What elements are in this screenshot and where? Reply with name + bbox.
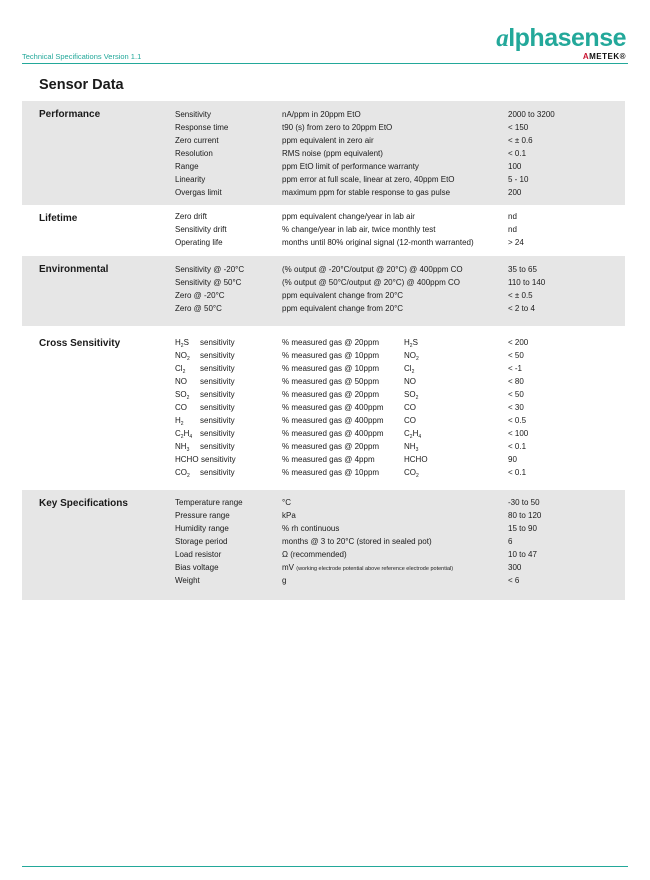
parameter-value: 10 to 47 bbox=[508, 550, 537, 559]
page-title: Sensor Data bbox=[39, 77, 124, 93]
description-text: RMS noise (ppm equivalent) bbox=[282, 149, 383, 158]
sensitivity-label: sensitivity bbox=[200, 442, 235, 451]
gas-subscript: 2 bbox=[416, 473, 419, 479]
gas-symbol: NO bbox=[404, 351, 416, 360]
test-gas bbox=[404, 375, 416, 388]
spec-row bbox=[22, 302, 625, 315]
parameter-name: Linearity bbox=[175, 175, 206, 184]
parameter-name: Bias voltage bbox=[175, 563, 219, 572]
parameter-description bbox=[282, 302, 403, 315]
test-gas bbox=[404, 388, 418, 401]
spec-row bbox=[22, 496, 625, 509]
sensitivity-value: < 200 bbox=[508, 338, 529, 347]
test-condition: % measured gas @ 50ppm bbox=[282, 377, 380, 386]
gas-name bbox=[175, 375, 187, 388]
gas-formula bbox=[404, 390, 418, 399]
test-condition: % measured gas @ 10ppm bbox=[282, 468, 380, 477]
parameter-description bbox=[282, 160, 419, 173]
test-condition: % measured gas @ 400ppm bbox=[282, 429, 384, 438]
description-text: t90 (s) from zero to 20ppm EtO bbox=[282, 123, 393, 132]
spec-row bbox=[22, 548, 625, 561]
test-gas bbox=[404, 401, 416, 414]
parameter-description bbox=[282, 509, 296, 522]
gas-formula bbox=[404, 455, 428, 464]
sensitivity-value: < 50 bbox=[508, 351, 524, 360]
parameter-name: Zero drift bbox=[175, 212, 208, 221]
description-text: months until 80% original signal (12-month warranted) bbox=[282, 238, 474, 247]
description-text: °C bbox=[282, 498, 291, 507]
alphasense-logo bbox=[496, 26, 626, 61]
gas-subscript: 2 bbox=[180, 421, 184, 427]
cross-sensitivity-row bbox=[22, 362, 625, 375]
parameter-value: 200 bbox=[508, 188, 522, 197]
test-gas bbox=[404, 453, 428, 466]
gas-symbol: CO bbox=[175, 468, 187, 477]
parameter-name: Humidity range bbox=[175, 524, 229, 533]
section-title: Environmental bbox=[39, 264, 109, 275]
parameter-name: Operating life bbox=[175, 238, 223, 247]
gas-subscript: 4 bbox=[189, 434, 193, 440]
section-title: Performance bbox=[39, 109, 101, 120]
section-key-specifications bbox=[22, 490, 625, 600]
gas-symbol: HCHO bbox=[404, 455, 428, 464]
test-condition: % measured gas @ 400ppm bbox=[282, 416, 384, 425]
logo-script-letter: a bbox=[496, 25, 509, 52]
description-text: nA/ppm in 20ppm EtO bbox=[282, 110, 361, 119]
sensitivity-value: < 0.5 bbox=[508, 416, 527, 425]
ametek-a: A bbox=[582, 52, 590, 61]
test-gas bbox=[404, 427, 421, 440]
test-condition: % measured gas @ 20ppm bbox=[282, 338, 380, 347]
gas-symbol: SO bbox=[175, 390, 187, 399]
gas-formula bbox=[404, 351, 419, 360]
spec-row bbox=[22, 108, 625, 121]
parameter-description bbox=[282, 147, 383, 160]
document-version: Technical Specifications Version 1.1 bbox=[22, 52, 142, 61]
spec-row bbox=[22, 561, 625, 574]
sensitivity-label: sensitivity bbox=[200, 416, 235, 425]
parameter-value: 110 to 140 bbox=[508, 278, 546, 287]
gas-symbol: SO bbox=[404, 390, 416, 399]
sensitivity-value: < 50 bbox=[508, 390, 524, 399]
gas-formula bbox=[404, 429, 421, 438]
gas-formula bbox=[404, 468, 419, 477]
gas-symbol: H bbox=[175, 416, 181, 425]
parameter-name: Load resistor bbox=[175, 550, 222, 559]
parameter-name: Weight bbox=[175, 576, 200, 585]
sensitivity-label: sensitivity bbox=[200, 468, 235, 477]
sensitivity-label: sensitivity bbox=[200, 364, 235, 373]
sensitivity-value: < 0.1 bbox=[508, 468, 527, 477]
gas-formula bbox=[404, 416, 416, 425]
parameter-description bbox=[282, 121, 392, 134]
spec-row bbox=[22, 160, 625, 173]
parameter-value: 100 bbox=[508, 162, 522, 171]
spec-row bbox=[22, 509, 625, 522]
parameter-name: Storage period bbox=[175, 537, 228, 546]
description-text: mV bbox=[282, 563, 294, 572]
cross-sensitivity-row bbox=[22, 427, 625, 440]
parameter-value: < 0.1 bbox=[508, 149, 527, 158]
parameter-name: Temperature range bbox=[175, 498, 243, 507]
test-gas bbox=[404, 414, 416, 427]
gas-formula bbox=[404, 403, 416, 412]
section-lifetime bbox=[22, 205, 625, 256]
gas-symbol: CO bbox=[404, 416, 416, 425]
gas-name bbox=[175, 427, 192, 440]
spec-row bbox=[22, 289, 625, 302]
gas-formula bbox=[404, 442, 418, 451]
description-text: kPa bbox=[282, 511, 296, 520]
gas-symbol: Cl bbox=[404, 364, 412, 373]
sensitivity-value: 90 bbox=[508, 455, 517, 464]
gas-name bbox=[175, 388, 189, 401]
description-text: maximum ppm for stable response to gas pulse bbox=[282, 188, 451, 197]
gas-symbol: HCHO bbox=[175, 455, 199, 464]
sensitivity-label: sensitivity bbox=[200, 377, 235, 386]
description-text: months @ 3 to 20°C (stored in sealed pot) bbox=[282, 537, 432, 546]
test-gas bbox=[404, 362, 414, 375]
parameter-description bbox=[282, 276, 460, 289]
parameter-value: < 6 bbox=[508, 576, 520, 585]
test-condition: % measured gas @ 20ppm bbox=[282, 442, 380, 451]
gas-formula bbox=[175, 416, 184, 425]
gas-symbol: NO bbox=[175, 377, 187, 386]
spec-row bbox=[22, 134, 625, 147]
sensitivity-value: < 0.1 bbox=[508, 442, 527, 451]
cross-sensitivity-row bbox=[22, 336, 625, 349]
gas-name bbox=[175, 453, 199, 466]
sensitivity-label: sensitivity bbox=[200, 351, 235, 360]
parameter-description bbox=[282, 548, 347, 561]
sensitivity-value: < 80 bbox=[508, 377, 524, 386]
parameter-name: Resolution bbox=[175, 149, 213, 158]
parameter-description bbox=[282, 236, 474, 249]
parameter-value: < ± 0.5 bbox=[508, 291, 533, 300]
gas-subscript: 3 bbox=[415, 447, 419, 453]
description-text: ppm equivalent change/year in lab air bbox=[282, 212, 415, 221]
gas-symbol: CO bbox=[404, 403, 416, 412]
gas-formula bbox=[175, 364, 185, 373]
parameter-name: Response time bbox=[175, 123, 229, 132]
logo-wordmark bbox=[496, 26, 626, 51]
gas-symbol: CO bbox=[175, 403, 187, 412]
parameter-description bbox=[282, 522, 339, 535]
sensitivity-label: sensitivity bbox=[200, 390, 235, 399]
spec-row bbox=[22, 276, 625, 289]
parameter-description bbox=[282, 134, 374, 147]
parameter-value: < 150 bbox=[508, 123, 529, 132]
test-gas bbox=[404, 349, 419, 362]
gas-formula bbox=[404, 364, 414, 373]
spec-row bbox=[22, 186, 625, 199]
section-title: Lifetime bbox=[39, 213, 78, 224]
logo-text: lphasense bbox=[508, 24, 626, 52]
cross-sensitivity-row bbox=[22, 414, 625, 427]
description-text: ppm equivalent in zero air bbox=[282, 136, 374, 145]
gas-symbol: NO bbox=[404, 377, 416, 386]
gas-name bbox=[175, 336, 189, 349]
parameter-name: Range bbox=[175, 162, 199, 171]
cross-sensitivity-row bbox=[22, 375, 625, 388]
description-text: % rh continuous bbox=[282, 524, 340, 533]
gas-symbol: H bbox=[404, 338, 410, 347]
description-text: % change/year in lab air, twice monthly test bbox=[282, 225, 436, 234]
section-title: Cross Sensitivity bbox=[39, 338, 121, 349]
gas-symbol: C bbox=[404, 429, 410, 438]
gas-symbol-end: H bbox=[412, 429, 419, 438]
parameter-name: Sensitivity @ -20°C bbox=[175, 265, 245, 274]
sensitivity-value: < -1 bbox=[508, 364, 523, 373]
parameter-description bbox=[282, 574, 286, 587]
parameter-value: 300 bbox=[508, 563, 522, 572]
gas-symbol: NH bbox=[175, 442, 187, 451]
sensitivity-label: sensitivity bbox=[201, 455, 236, 464]
parameter-value: 15 to 90 bbox=[508, 524, 537, 533]
gas-subscript: 4 bbox=[418, 434, 422, 440]
gas-subscript: 2 bbox=[409, 343, 413, 349]
gas-subscript: 2 bbox=[409, 434, 413, 440]
parameter-value: 5 - 10 bbox=[508, 175, 529, 184]
sensitivity-value: < 30 bbox=[508, 403, 524, 412]
gas-name bbox=[175, 401, 187, 414]
gas-formula bbox=[404, 338, 418, 347]
cross-sensitivity-row bbox=[22, 440, 625, 453]
cross-sensitivity-row bbox=[22, 453, 625, 466]
description-text: ppm error at full scale, linear at zero, 40ppm EtO bbox=[282, 175, 455, 184]
gas-subscript: 2 bbox=[182, 369, 186, 375]
sensitivity-value: < 100 bbox=[508, 429, 529, 438]
parameter-value: nd bbox=[508, 212, 517, 221]
parameter-name: Sensitivity @ 50°C bbox=[175, 278, 242, 287]
test-gas bbox=[404, 440, 418, 453]
sensitivity-label: sensitivity bbox=[200, 338, 235, 347]
gas-symbol: C bbox=[175, 429, 181, 438]
description-note: (working electrode potential above reference electrode potential) bbox=[296, 566, 454, 572]
gas-name bbox=[175, 362, 185, 375]
parameter-value: < 2 to 4 bbox=[508, 304, 535, 313]
spec-row bbox=[22, 147, 625, 160]
parameter-value: 80 to 120 bbox=[508, 511, 542, 520]
gas-subscript: 2 bbox=[180, 343, 184, 349]
parameter-name: Zero current bbox=[175, 136, 219, 145]
description-text: ppm equivalent change from 20°C bbox=[282, 304, 404, 313]
gas-subscript: 2 bbox=[411, 369, 415, 375]
spec-row bbox=[22, 223, 625, 236]
section-title: Key Specifications bbox=[39, 498, 128, 509]
parameter-description bbox=[282, 173, 455, 186]
parameter-description bbox=[282, 263, 463, 276]
ametek-reg: ® bbox=[619, 52, 626, 61]
spec-row bbox=[22, 535, 625, 548]
cross-sensitivity-row bbox=[22, 388, 625, 401]
section-environmental bbox=[22, 256, 625, 326]
parameter-description bbox=[282, 108, 361, 121]
parameter-name: Overgas limit bbox=[175, 188, 222, 197]
gas-name bbox=[175, 466, 190, 479]
gas-symbol: CO bbox=[404, 468, 416, 477]
gas-subscript: 2 bbox=[187, 356, 190, 362]
parameter-value: < ± 0.6 bbox=[508, 136, 533, 145]
test-condition: % measured gas @ 400ppm bbox=[282, 403, 384, 412]
ametek-logo bbox=[496, 52, 626, 61]
gas-formula bbox=[175, 390, 189, 399]
gas-symbol-end: S bbox=[412, 338, 418, 347]
description-text: (% output @ -20°C/output @ 20°C) @ 400ppm CO bbox=[282, 265, 463, 274]
gas-symbol-end: H bbox=[183, 429, 190, 438]
test-condition: % measured gas @ 10ppm bbox=[282, 364, 380, 373]
description-text: g bbox=[282, 576, 287, 585]
sensitivity-label: sensitivity bbox=[200, 403, 235, 412]
gas-formula bbox=[175, 338, 189, 347]
spec-row bbox=[22, 263, 625, 276]
gas-subscript: 3 bbox=[186, 447, 190, 453]
gas-name bbox=[175, 349, 190, 362]
spec-row bbox=[22, 574, 625, 587]
parameter-name: Zero @ 50°C bbox=[175, 304, 222, 313]
gas-formula bbox=[175, 403, 187, 412]
section-cross-sensitivity bbox=[22, 326, 625, 490]
parameter-description bbox=[282, 535, 432, 548]
gas-subscript: 2 bbox=[186, 395, 190, 401]
gas-symbol: NO bbox=[175, 351, 187, 360]
header-divider bbox=[22, 63, 628, 64]
parameter-name: Sensitivity drift bbox=[175, 225, 227, 234]
gas-formula bbox=[175, 455, 199, 464]
gas-symbol: H bbox=[175, 338, 181, 347]
parameter-value: nd bbox=[508, 225, 517, 234]
cross-sensitivity-row bbox=[22, 401, 625, 414]
parameter-description bbox=[282, 223, 435, 236]
test-gas bbox=[404, 336, 418, 349]
test-gas bbox=[404, 466, 419, 479]
gas-subscript: 2 bbox=[180, 434, 184, 440]
cross-sensitivity-row bbox=[22, 466, 625, 479]
description-text: ppm equivalent change from 20°C bbox=[282, 291, 404, 300]
description-text: (% output @ 50°C/output @ 20°C) @ 400ppm CO bbox=[282, 278, 460, 287]
test-condition: % measured gas @ 20ppm bbox=[282, 390, 380, 399]
section-performance bbox=[22, 101, 625, 205]
parameter-name: Zero @ -20°C bbox=[175, 291, 225, 300]
test-condition: % measured gas @ 4ppm bbox=[282, 455, 375, 464]
gas-subscript: 2 bbox=[415, 395, 419, 401]
gas-subscript: 2 bbox=[187, 473, 190, 479]
gas-symbol-end: S bbox=[183, 338, 189, 347]
parameter-description bbox=[282, 289, 403, 302]
gas-subscript: 2 bbox=[416, 356, 419, 362]
spec-row bbox=[22, 210, 625, 223]
spec-row bbox=[22, 173, 625, 186]
parameter-value: 2000 to 3200 bbox=[508, 110, 555, 119]
ametek-text: METEK bbox=[589, 52, 620, 61]
spec-row bbox=[22, 121, 625, 134]
parameter-value: > 24 bbox=[508, 238, 524, 247]
cross-sensitivity-row bbox=[22, 349, 625, 362]
description-text: Ω (recommended) bbox=[282, 550, 347, 559]
spec-row bbox=[22, 236, 625, 249]
parameter-name: Pressure range bbox=[175, 511, 230, 520]
parameter-description bbox=[282, 186, 450, 199]
gas-name bbox=[175, 414, 184, 427]
gas-symbol: Cl bbox=[175, 364, 183, 373]
parameter-description bbox=[282, 210, 415, 223]
footer-divider bbox=[22, 866, 628, 867]
gas-symbol: NH bbox=[404, 442, 416, 451]
gas-formula bbox=[175, 429, 192, 438]
gas-name bbox=[175, 440, 189, 453]
gas-formula bbox=[404, 377, 416, 386]
gas-formula bbox=[175, 468, 190, 477]
parameter-name: Sensitivity bbox=[175, 110, 212, 119]
parameter-value: 35 to 65 bbox=[508, 265, 537, 274]
spec-row bbox=[22, 522, 625, 535]
gas-formula bbox=[175, 442, 189, 451]
test-condition: % measured gas @ 10ppm bbox=[282, 351, 380, 360]
parameter-description bbox=[282, 496, 291, 509]
description-text: ppm EtO limit of performance warranty bbox=[282, 162, 419, 171]
sensitivity-label: sensitivity bbox=[200, 429, 235, 438]
gas-formula bbox=[175, 351, 190, 360]
gas-formula bbox=[175, 377, 187, 386]
parameter-value: 6 bbox=[508, 537, 513, 546]
parameter-value: -30 to 50 bbox=[508, 498, 540, 507]
